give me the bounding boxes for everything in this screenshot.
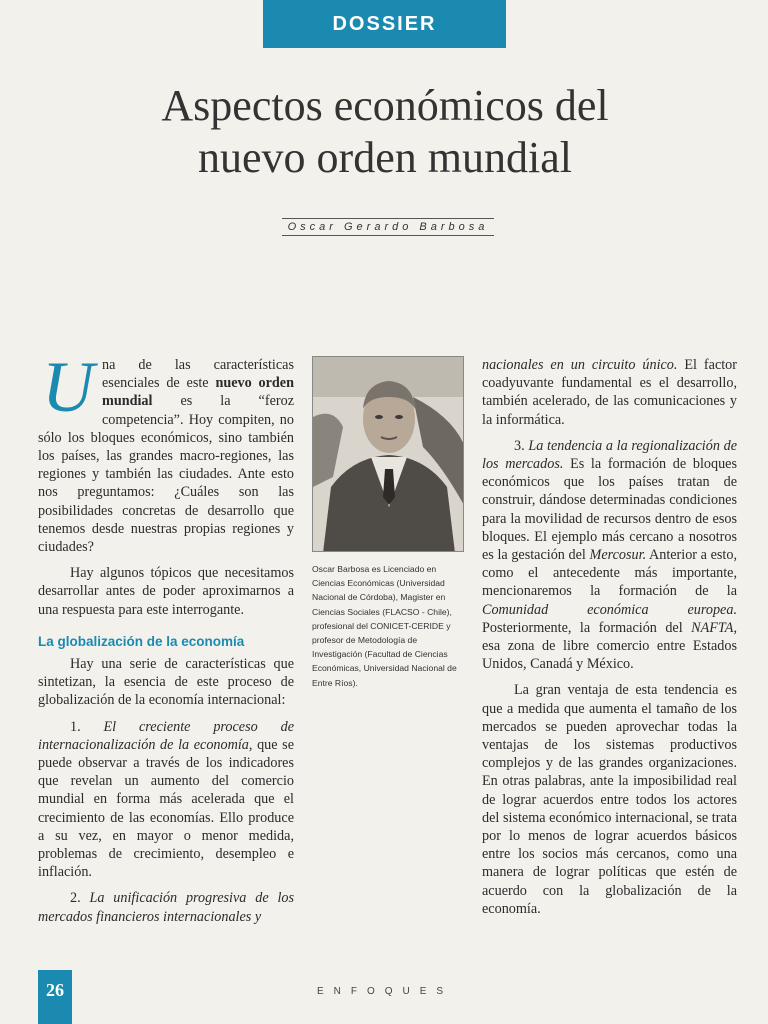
- portrait-image: [313, 357, 464, 552]
- paragraph-2: Hay algunos tópicos que necesitamos desarrollar antes de poder aproximarnos a una respuesta para este interrogante.: [38, 565, 294, 618]
- r2-text-b: Anterior a esto, como el antecedente más importante, mencionaremos la formación de la: [482, 547, 737, 600]
- intro-text-b: es la “feroz competencia”. Hoy compiten, no sólo los bloques económicos, sino también los países, las grandes macro-regiones, las regiones y también las ciudades. Ante esto nos preguntamos: ¿Cuáles son las posibilidades concretas de desarrollo que tenemos desde nuestras propias regiones y ciudades?: [38, 393, 294, 556]
- page-number-box: [38, 970, 72, 1024]
- item-number-3: 3.: [514, 437, 529, 454]
- intro-text-bold: nuevo orden mundial: [102, 375, 294, 410]
- column-left: [38, 347, 295, 934]
- r2-text-c: Posteriormente, la formación del: [482, 619, 692, 636]
- item-1-italic: El creciente proceso de internacionalización de la economía,: [38, 718, 294, 753]
- item-number-1: 1.: [70, 718, 104, 735]
- author-photo: [312, 356, 464, 552]
- footer-publication: ENFOQUES: [316, 986, 454, 997]
- r2-text-a: Es la formación de bloques económicos que los países tratan de construir, dándose determinadas condiciones para la movilidad de recursos dentro de esos bloques. El ejemplo más cercano a nosotros es la gestación del: [482, 456, 737, 564]
- r1-italic: nacionales en un circuito único.: [482, 357, 678, 373]
- drop-cap: U: [42, 347, 94, 427]
- paragraph-5: [38, 889, 294, 925]
- item-number-2: 2.: [70, 890, 90, 907]
- section-subheading: La globalización de la economía: [38, 633, 245, 649]
- r2-cee: Comunidad económica europea.: [482, 601, 737, 618]
- item-3-italic: La tendencia a la regionalización de los mercados.: [482, 437, 738, 473]
- section-label: DOSSIER: [332, 12, 437, 35]
- paragraph-intro: [38, 347, 294, 556]
- photo-caption: Oscar Barbosa es Licenciado en Ciencias Económicas (Universidad Nacional de Córdoba), Magister en Ciencias Sociales (FLACSO - Chile), profesional del CONICET-CERIDE y profesor de Metodología de Investigación (Facultad de Ciencias Económicas, Universidad Nacional de Entre Ríos).: [312, 564, 457, 688]
- item-1-text: que se puede observar a través de los indicadores que revelan un aumento del comercio mundial en forma más acelerada que el crecimiento de las economías. Ello produce a su vez, en mayor o menor medida, problemas de crecimiento, desempleo e inflación.: [38, 736, 294, 881]
- paragraph-r3: La gran ventaja de esta tendencia es que a medida que aumenta el tamaño de los mercados se pueden aprovechar todas la ventajas de los sistemas productivos complejos y de las grandes organizaciones. En otras palabras, ante la imposibilidad real de lograr acuerdos entre todos los actores del sistema económico internacional, se trata por lo menos de lograr acuerdos básicos entre los socios más cercanos, como una manera de lograr políticas que estén de acuerdo con la globalización de la economía.: [482, 682, 737, 917]
- item-2-italic: La unificación progresiva de los mercados financieros internacionales y: [38, 890, 295, 925]
- paragraph-3: Hay una serie de características que sintetizan, la esencia de este proceso de globalización de la economía internacional:: [38, 656, 294, 709]
- r2-text-d: , esa zona de libre comercio entre Estados Unidos, Canadá y México.: [482, 619, 737, 673]
- article-title: [60, 80, 710, 184]
- title-line-2: nuevo orden mundial: [198, 133, 572, 182]
- r2-nafta: NAFTA: [691, 619, 734, 636]
- column-right: [482, 356, 737, 926]
- title-line-1: Aspectos económicos del: [161, 81, 609, 130]
- author-byline: Oscar Gerardo Barbosa: [282, 218, 494, 236]
- intro-text-a: na de las características esenciales de este: [102, 357, 294, 392]
- section-banner: [263, 0, 506, 48]
- paragraph-4: [38, 718, 294, 882]
- paragraph-r2: [482, 437, 737, 674]
- r2-mercosur: Mercosur.: [589, 547, 647, 564]
- r1-text: El factor coadyuvante fundamental es el desarrollo, también acelerado, de las comunicaciones y la informática.: [482, 357, 738, 428]
- paragraph-r1: [482, 356, 737, 429]
- page-number: 26: [46, 980, 64, 1000]
